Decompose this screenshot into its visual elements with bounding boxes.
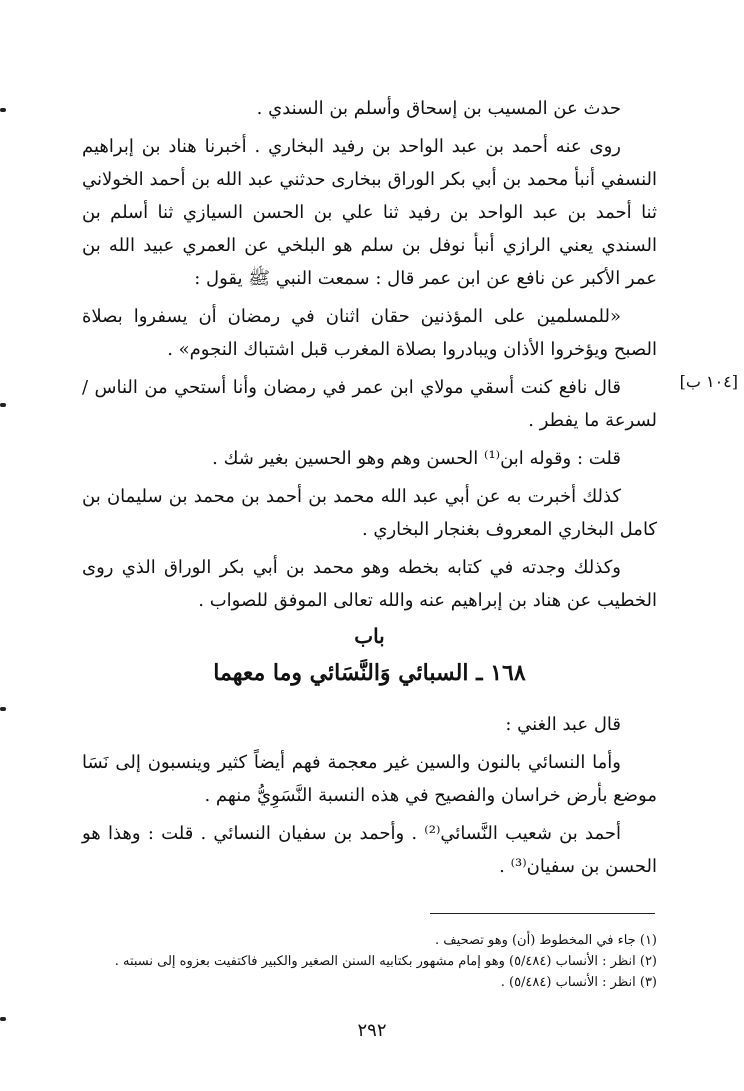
chapter-heading: ١٦٨ ـ السبائي وَالنَّسَائي وما معهما	[213, 660, 526, 686]
footnote: (١) جاء في المخطوط (أن) وهو تصحيف .	[434, 933, 657, 948]
section-label: باب	[354, 624, 385, 648]
manuscript-folio-ref: [١٠٤ ب]	[679, 372, 738, 391]
footnote: (٣) انظر : الأنساب (٥/٤٨٤) .	[500, 975, 657, 990]
main-text-top	[82, 92, 657, 622]
paragraph: حدث عن المسيب بن إسحاق وأسلم بن السندي .	[256, 98, 621, 119]
scan-mark	[0, 403, 6, 407]
footnote-divider	[430, 913, 655, 914]
scan-mark	[0, 707, 6, 711]
paragraph: وكذلك وجدته في كتابه بخطه وهو محمد بن أبي بكر الوراق الذي روى الخطيب عن هناد بن إبراهيم عنه والله تعالى الموفق للصواب .	[82, 557, 657, 611]
footnotes	[82, 930, 657, 993]
footnote: (٢) انظر : الأنساب (٥/٤٨٤) وهو إمام مشهور بكتابيه السنن الصغير والكبير فاكتفيت بعزوه إلى نسبته .	[114, 954, 657, 969]
paragraph: قال عبد الغني :	[505, 714, 621, 735]
paragraph: روى عنه أحمد بن عبد الواحد بن رفيد البخاري . أخبرنا هناد بن إبراهيم النسفي أنبأ محمد بن أبي بكر الوراق ببخارى حدثني عبد الله بن أحمد الخولاني ثنا أحمد بن عبد الواحد بن رفيد ثنا علي بن الحسن السيازي ثنا أسلم بن السندي يعني الرازي أنبأ نوفل بن سلم هو البلخي عن العمري عبيد الله بن عمر الأكبر عن نافع عن ابن عمر قال : سمعت النبي ﷺ يقول :	[82, 136, 657, 289]
paragraph: قلت : وقوله ابن⁽¹⁾ الحسن وهم وهو الحسين بغير شك .	[212, 448, 621, 469]
scan-mark	[0, 1017, 6, 1021]
main-text-bottom	[82, 708, 657, 888]
paragraph: وأما النسائي بالنون والسين غير معجمة فهم أيضاً كثير وينسبون إلى نَسَا موضع بأرض خراسان والفصيح في هذه النسبة النَّسَوِيُّ منهم .	[82, 752, 657, 806]
paragraph: أحمد بن شعيب النَّسائي⁽²⁾ . وأحمد بن سفيان النسائي . قلت : وهذا هو الحسن بن سفيان⁽³⁾ .	[82, 823, 657, 877]
scan-mark	[0, 108, 6, 112]
paragraph: كذلك أخبرت به عن أبي عبد الله محمد بن أحمد بن محمد بن سليمان بن كامل البخاري المعروف بغنجار البخاري .	[82, 486, 657, 540]
paragraph: قال نافع كنت أسقي مولاي ابن عمر في رمضان وأنا أستحي من الناس / لسرعة ما يفطر .	[82, 377, 657, 431]
page-number: ٢٩٢	[357, 1020, 387, 1041]
hadith-quote: «للمسلمين على المؤذنين حقان اثنان في رمضان أن يسفروا بصلاة الصبح ويؤخروا الأذان ويبادروا بصلاة المغرب قبل اشتباك النجوم» .	[82, 306, 657, 360]
